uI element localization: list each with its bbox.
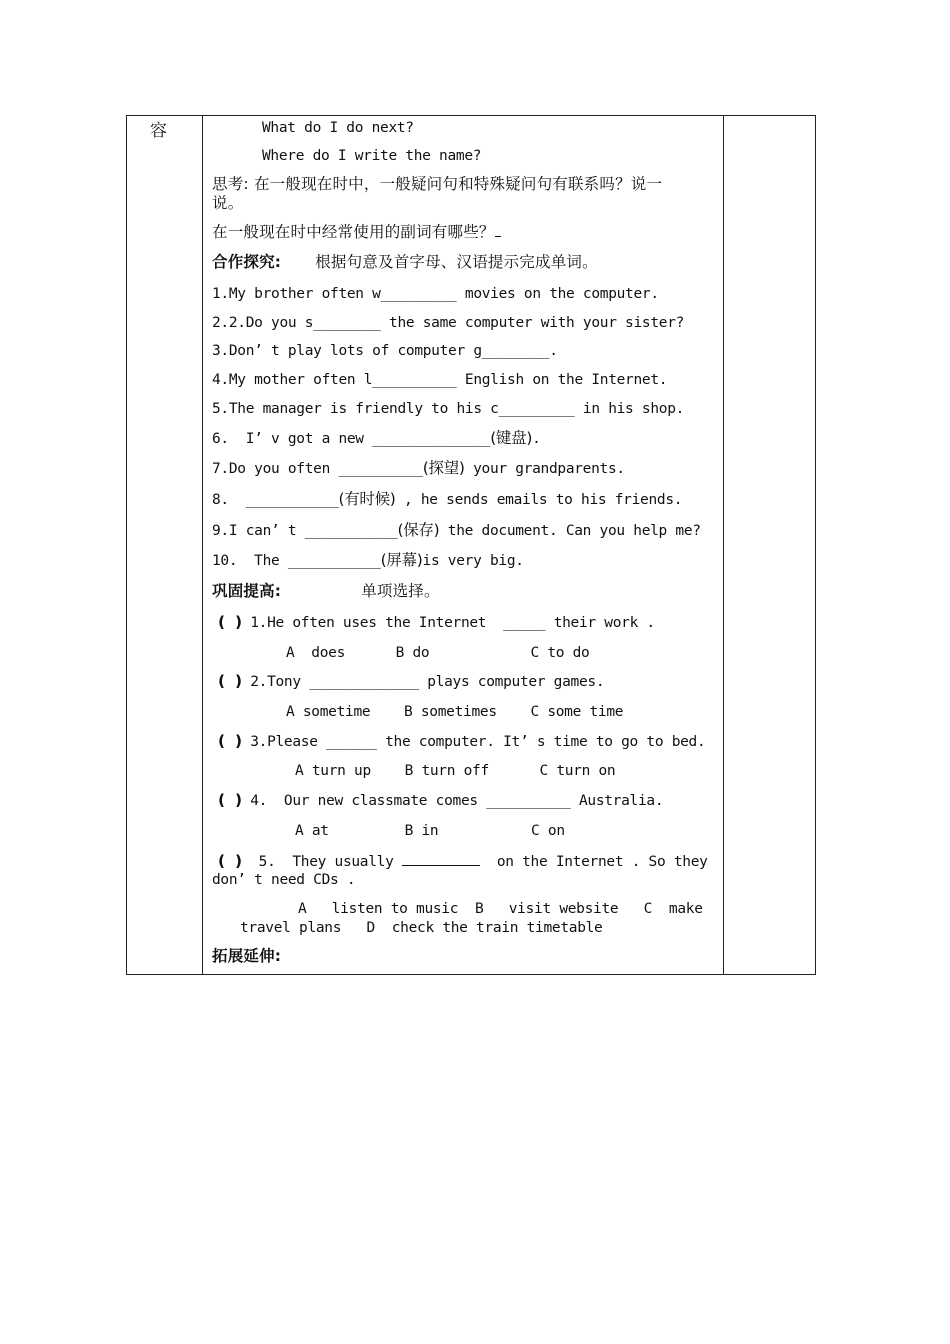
- mc-question-1: [218, 613, 655, 632]
- answer-paren: ( ): [218, 613, 242, 631]
- extension-heading: 拓展延伸:: [212, 947, 282, 965]
- consolidation-heading: [212, 582, 440, 600]
- mc-question-2-text: 2.Tony _____________ plays computer games.: [250, 674, 605, 690]
- fill-item-9: [212, 521, 701, 540]
- mc-question-1-text: 1.He often uses the Internet: [250, 615, 504, 631]
- mc-options-4: A at B in C on: [295, 823, 565, 839]
- example-question-1: What do I do next?: [262, 120, 414, 136]
- fill-item-7-hint: (探望): [422, 459, 465, 477]
- answer-paren: ( ): [218, 732, 242, 750]
- answer-blank: [495, 222, 501, 237]
- mc-question-1-end: their work .: [545, 615, 655, 631]
- mc-options-5: A listen to music B visit website C make: [298, 901, 703, 917]
- fill-item-10-text: 10. The ___________: [212, 553, 381, 569]
- fill-item-10-hint: (屏幕): [380, 551, 423, 569]
- coop-label: 合作探究:: [212, 253, 282, 271]
- mc-question-4: [218, 791, 663, 810]
- table-bottom-border: [126, 974, 816, 975]
- mc-question-5-text: 5. They usually: [258, 854, 402, 870]
- table-col-divider-1: [202, 115, 203, 975]
- table-top-border: [126, 115, 816, 116]
- mc-question-4-text: 4. Our new classmate comes __________ Australia.: [250, 793, 664, 809]
- fill-item-9-end: the document. Can you help me?: [439, 523, 701, 539]
- fill-item-10: [212, 551, 524, 570]
- adverbs-question: [212, 222, 501, 241]
- mc-question-1-blank: _____: [503, 615, 546, 631]
- table-right-border: [815, 115, 816, 975]
- mc-question-2: [218, 672, 604, 691]
- consolidation-label: 巩固提高:: [212, 582, 282, 600]
- table-left-border: [126, 115, 127, 975]
- fill-item-2: 2.2.Do you s________ the same computer with your sister?: [212, 315, 685, 331]
- fill-item-9-hint: (保存): [397, 521, 440, 539]
- mc-options-5-cont: travel plans D check the train timetable: [240, 920, 603, 936]
- fill-item-7-text: 7.Do you often __________: [212, 461, 423, 477]
- answer-blank: [402, 851, 480, 866]
- mc-options-2: A sometime B sometimes C some time: [286, 704, 624, 720]
- think-text: 在一般现在时中，一般疑问句和特殊疑问句有联系吗？说一: [253, 175, 663, 193]
- fill-item-6: [212, 429, 541, 448]
- mc-question-3-text: 3.Please ______ the computer. It’ s time to go to bed.: [250, 734, 706, 750]
- left-column-label: 容: [150, 121, 167, 141]
- adverbs-question-text: 在一般现在时中经常使用的副词有哪些？: [212, 223, 495, 241]
- fill-item-9-text: 9.I can’ t ___________: [212, 523, 398, 539]
- fill-item-8: [212, 490, 682, 509]
- answer-paren: ( ): [218, 791, 242, 809]
- fill-item-6-text: 6. I’ v got a new ______________: [212, 431, 491, 447]
- table-col-divider-2: [723, 115, 724, 975]
- answer-paren: ( ): [218, 852, 242, 870]
- fill-item-7: [212, 459, 625, 478]
- mc-options-1: A does B do C to do: [286, 645, 590, 661]
- fill-item-1: 1.My brother often w_________ movies on the computer.: [212, 286, 659, 302]
- mc-question-5: [218, 851, 708, 871]
- fill-item-8-hint: (有时候): [338, 490, 396, 508]
- coop-instruction: 根据句意及首字母、汉语提示完成单词。: [315, 253, 598, 271]
- fill-item-5: 5.The manager is friendly to his c_________ in his shop.: [212, 401, 685, 417]
- think-prompt-cont: 说。: [212, 194, 244, 212]
- mc-question-5-end: on the Internet . So they: [479, 854, 708, 870]
- think-label: 思考:: [212, 175, 249, 193]
- think-prompt: [212, 175, 662, 193]
- fill-item-6-end: .: [532, 431, 541, 447]
- consolidation-instruction: 单项选择。: [361, 582, 440, 600]
- fill-item-7-end: your grandparents.: [464, 461, 625, 477]
- mc-question-3: [218, 732, 705, 751]
- fill-item-8-end: , he sends emails to his friends.: [395, 492, 683, 508]
- fill-item-3: 3.Don’ t play lots of computer g________.: [212, 343, 558, 359]
- example-question-2: Where do I write the name?: [262, 148, 482, 164]
- fill-item-4: 4.My mother often l__________ English on the Internet.: [212, 372, 668, 388]
- fill-item-10-end: is very big.: [422, 553, 524, 569]
- mc-options-3: A turn up B turn off C turn on: [295, 763, 616, 779]
- coop-heading: [212, 253, 598, 271]
- answer-paren: ( ): [218, 672, 242, 690]
- mc-question-5-cont: don’ t need CDs .: [212, 872, 356, 888]
- fill-item-8-text: 8. ___________: [212, 492, 339, 508]
- fill-item-6-hint: (键盘): [490, 429, 533, 447]
